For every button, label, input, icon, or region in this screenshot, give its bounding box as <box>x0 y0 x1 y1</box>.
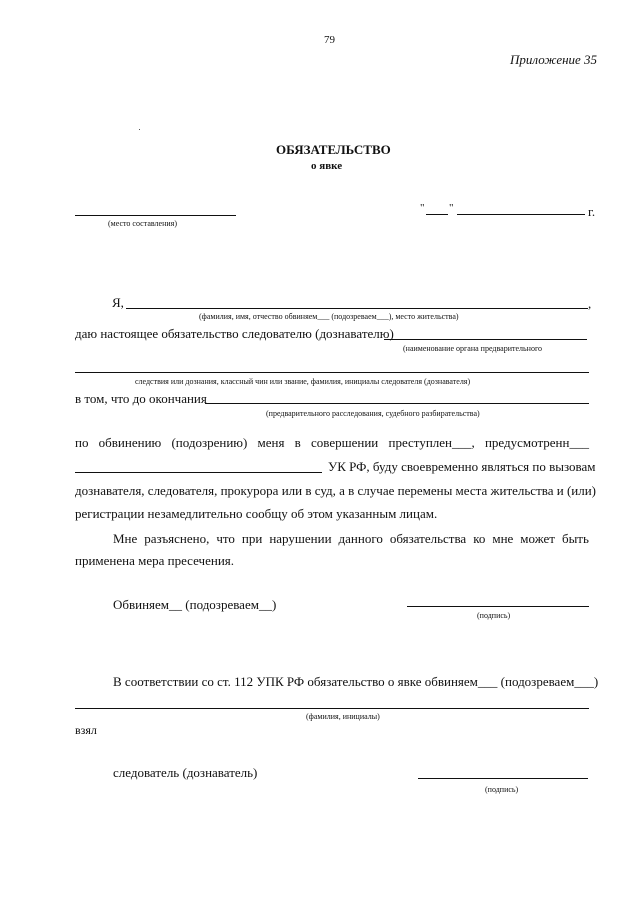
article-line[interactable] <box>75 472 322 473</box>
ya-comma: , <box>588 296 592 311</box>
give-text: даю настоящее обязательство следователю (дознавателю) <box>75 326 394 341</box>
p1-word: совершении <box>311 435 379 450</box>
p5-word: обязательства <box>389 531 467 546</box>
place-line[interactable] <box>75 215 236 216</box>
date-quote-close: " <box>449 202 454 214</box>
fio-hint: (фамилия, имя, отчество обвиняем___ (подозреваем___), место жительства) <box>199 312 459 321</box>
investigation-line[interactable] <box>205 403 589 404</box>
accused-signature-line[interactable] <box>407 606 589 607</box>
p1-word: меня <box>257 435 285 450</box>
accused-signature-hint: (подпись) <box>477 611 511 620</box>
investigator-label: следователь (дознаватель) <box>113 765 258 780</box>
taker-fio-line[interactable] <box>75 708 589 709</box>
accordance-text: В соответствии со ст. 112 УПК РФ обязательство о явке обвиняем___ (подозреваем___) <box>113 674 599 689</box>
paragraph-line-3: дознавателя, следователя, прокурора или в суд, а в случае перемены места жительства и (или) <box>75 483 597 498</box>
document-subtitle: о явке <box>311 160 343 172</box>
organ-line[interactable] <box>384 339 587 340</box>
paragraph-line-4: регистрации незамедлительно сообщу об этом указанным лицам. <box>75 506 438 521</box>
organ-hint: (наименование органа предварительного <box>403 344 543 353</box>
date-quote-open: " <box>420 202 425 214</box>
scan-dot <box>139 129 140 130</box>
paragraph-line-2: УК РФ, буду своевременно являться по вызовам <box>328 459 596 474</box>
p1-word: по <box>75 435 89 450</box>
paragraph-line-5 <box>113 531 589 547</box>
document-title: ОБЯЗАТЕЛЬСТВО <box>276 142 391 157</box>
page-number: 79 <box>324 34 335 46</box>
p5-word: что <box>216 531 235 546</box>
investigation-hint: (предварительного расследования, судебного разбирательства) <box>266 409 480 418</box>
p1-word: в <box>294 435 301 450</box>
place-hint: (место составления) <box>108 219 177 228</box>
investigator-signature-hint: (подпись) <box>485 785 519 794</box>
p1-word: преступлен___, <box>388 435 475 450</box>
date-day-line[interactable] <box>426 214 448 215</box>
took-text: взял <box>75 723 97 737</box>
paragraph-line-6: применена мера пресечения. <box>75 553 235 568</box>
paragraph-line-1 <box>75 435 589 451</box>
p5-word: разъяснено, <box>144 531 210 546</box>
p5-word: Мне <box>113 531 138 546</box>
p5-word: ко <box>473 531 486 546</box>
year-suffix: г. <box>588 204 596 219</box>
appendix-label: Приложение 35 <box>510 52 598 67</box>
investigator-signature-line[interactable] <box>418 778 588 779</box>
p5-word: нарушении <box>269 531 332 546</box>
fio-initials-hint: (фамилия, инициалы) <box>306 712 380 721</box>
fio-line[interactable] <box>126 308 588 309</box>
until-text: в том, что до окончания <box>75 391 207 406</box>
accused-label: Обвиняем__ (подозреваем__) <box>113 597 277 612</box>
p5-word: быть <box>561 531 589 546</box>
ya-label: Я, <box>112 295 124 310</box>
p1-word: предусмотренн___ <box>484 435 589 450</box>
p5-word: при <box>241 531 263 546</box>
organ-hint-2: следствия или дознания, классный чин или звание, фамилия, инициалы следователя (дознавателя) <box>135 377 471 386</box>
p5-word: данного <box>338 531 383 546</box>
organ-line-2[interactable] <box>75 372 589 373</box>
date-month-line[interactable] <box>457 214 585 215</box>
p5-word: может <box>520 531 555 546</box>
p5-word: мне <box>492 531 514 546</box>
p1-word: (подозрению) <box>171 435 248 450</box>
p1-word: обвинению <box>98 435 162 450</box>
